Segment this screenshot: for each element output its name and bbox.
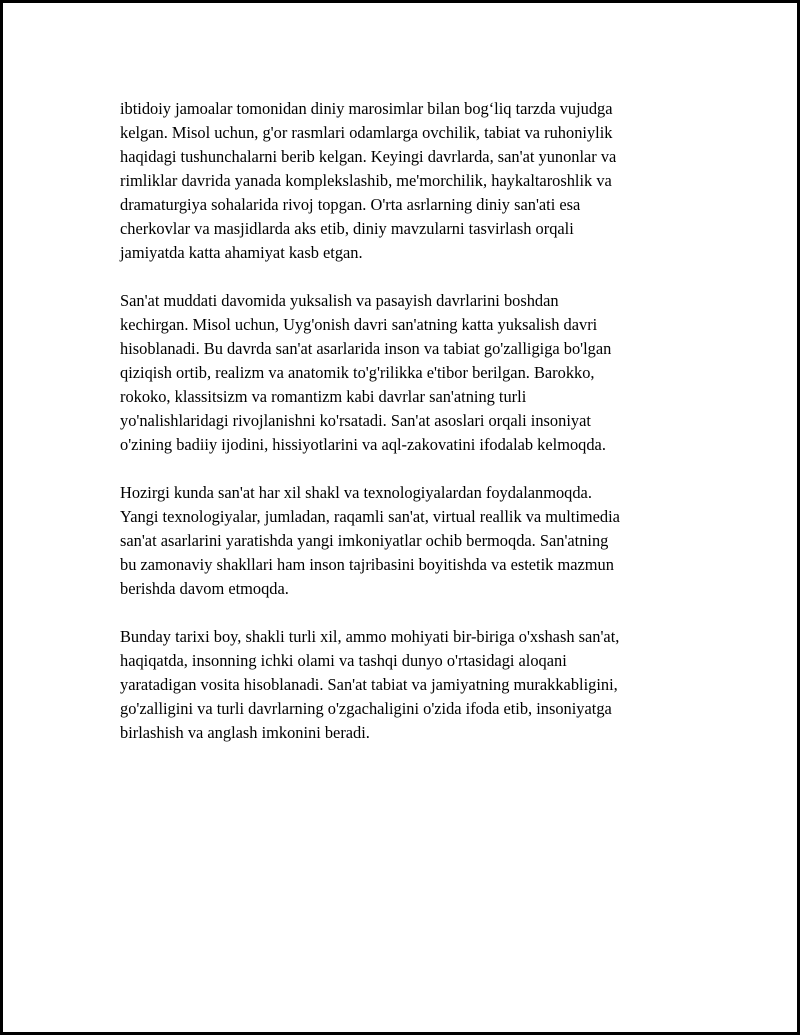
text-line: Bunday tarixi boy, shakli turli xil, ammo mohiyati bir-biriga o'xshash san'at, <box>120 627 620 646</box>
paragraph-4 <box>120 625 705 745</box>
text-line: kechirgan. Misol uchun, Uyg'onish davri san'atning katta yuksalish davri <box>120 315 598 334</box>
text-line: go'zalligini va turli davrlarning o'zgachaligini o'zida ifoda etib, insoniyatga <box>120 699 612 718</box>
text-line: cherkovlar va masjidlarda aks etib, diniy mavzularni tasvirlash orqali <box>120 219 574 238</box>
text-line: rimliklar davrida yanada komplekslashib, me'morchilik, haykaltaroshlik va <box>120 171 612 190</box>
paragraph-1 <box>120 97 705 265</box>
text-line: jamiyatda katta ahamiyat kasb etgan. <box>120 243 363 262</box>
paragraph-2 <box>120 289 705 457</box>
text-line: dramaturgiya sohalarida rivoj topgan. O'rta asrlarning diniy san'ati esa <box>120 195 581 214</box>
text-line: yaratadigan vosita hisoblanadi. San'at tabiat va jamiyatning murakkabligini, <box>120 675 618 694</box>
text-line: rokoko, klassitsizm va romantizm kabi davrlar san'atning turli <box>120 387 527 406</box>
text-line: berishda davom etmoqda. <box>120 579 289 598</box>
document-body <box>120 97 705 769</box>
text-line: bu zamonaviy shakllari ham inson tajribasini boyitishda va estetik mazmun <box>120 555 614 574</box>
text-line: kelgan. Misol uchun, g'or rasmlari odamlarga ovchilik, tabiat va ruhoniylik <box>120 123 613 142</box>
text-line: hisoblanadi. Bu davrda san'at asarlarida inson va tabiat go'zalligiga bo'lgan <box>120 339 612 358</box>
text-line: o'zining badiiy ijodini, hissiyotlarini va aql-zakovatini ifodalab kelmoqda. <box>120 435 606 454</box>
text-line: Hozirgi kunda san'at har xil shakl va texnologiyalardan foydalanmoqda. <box>120 483 592 502</box>
text-line: ibtidoiy jamoalar tomonidan diniy marosimlar bilan bog‘liq tarzda vujudga <box>120 99 613 118</box>
text-line: san'at asarlarini yaratishda yangi imkoniyatlar ochib bermoqda. San'atning <box>120 531 609 550</box>
text-line: haqiqatda, insonning ichki olami va tashqi dunyo o'rtasidagi aloqani <box>120 651 567 670</box>
text-line: qiziqish ortib, realizm va anatomik to'g'rilikka e'tibor berilgan. Barokko, <box>120 363 595 382</box>
text-line: yo'nalishlaridagi rivojlanishni ko'rsatadi. San'at asoslari orqali insoniyat <box>120 411 591 430</box>
text-line: haqidagi tushunchalarni berib kelgan. Keyingi davrlarda, san'at yunonlar va <box>120 147 617 166</box>
text-line: Yangi texnologiyalar, jumladan, raqamli san'at, virtual reallik va multimedia <box>120 507 620 526</box>
text-line: San'at muddati davomida yuksalish va pasayish davrlarini boshdan <box>120 291 559 310</box>
paragraph-3 <box>120 481 705 601</box>
text-line: birlashish va anglash imkonini beradi. <box>120 723 370 742</box>
